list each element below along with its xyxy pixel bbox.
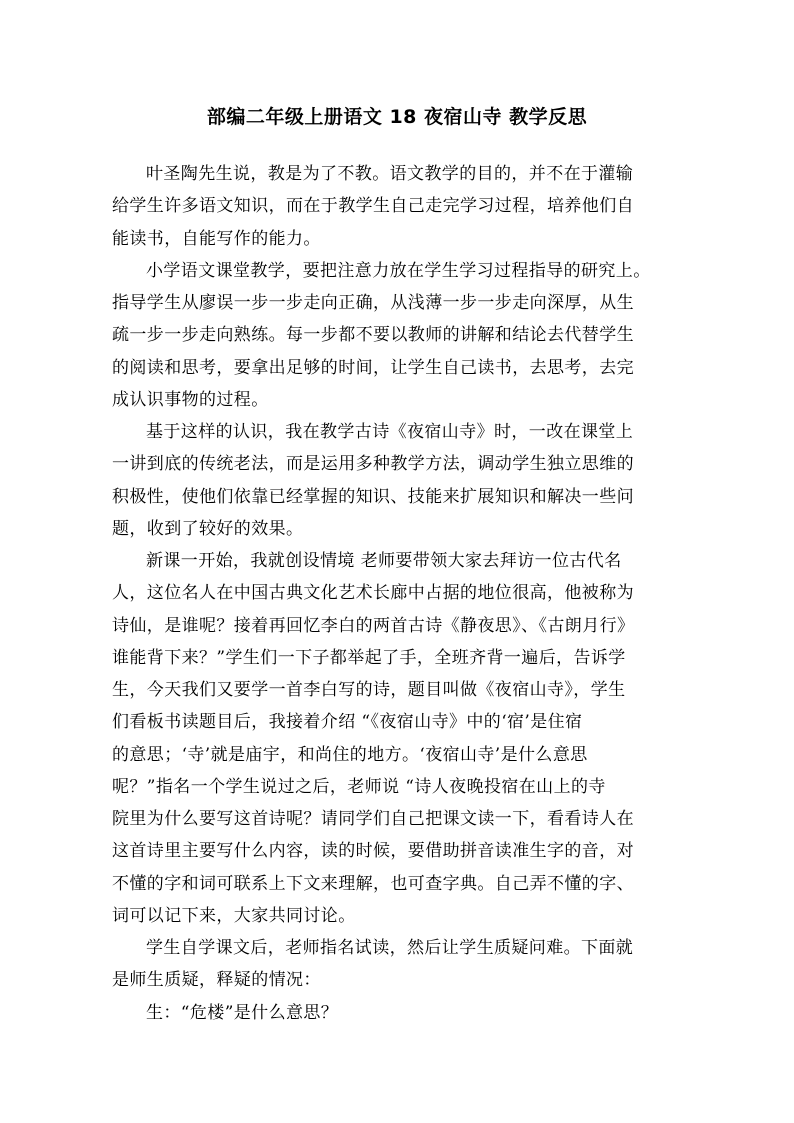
text-line: 能读书，自能写作的能力。	[112, 228, 321, 249]
text-line: 这首诗里主要写什么内容，读的时候，要借助拼音读准生字的音，对	[112, 841, 634, 862]
text-line: 呢？”指名一个学生说过之后，老师说 “诗人夜晚投宿在山上的寺	[112, 776, 606, 797]
text-line: 积极性，使他们依靠已经掌握的知识、技能来扩展知识和解决一些问	[112, 486, 634, 507]
text-line: 疏一步一步走向熟练。每一步都不要以教师的讲解和结论去代替学生	[112, 325, 634, 346]
text-line: 题，收到了较好的效果。	[112, 518, 304, 539]
text-line: 叶圣陶先生说，教是为了不教。语文教学的目的，并不在于灌输	[146, 164, 634, 184]
text-line: 给学生许多语文知识，而在于教学生自己走完学习过程，培养他们自	[112, 196, 634, 217]
text-line: 是师生质疑，释疑的情况：	[112, 970, 321, 991]
document-body	[112, 158, 688, 1029]
text-line: 小学语文课堂教学，要把注意力放在学生学习过程指导的研究上。	[146, 260, 651, 281]
text-line: 谁能背下来？”学生们一下子都举起了手，全班齐背一遍后，告诉学	[112, 647, 626, 668]
text-line: 不懂的字和词可联系上下文来理解，也可查字典。自己弄不懂的字、	[112, 873, 634, 894]
text-line: 的意思；‘寺’就是庙宇，和尚住的地方。‘夜宿山寺’是什么意思	[112, 744, 588, 765]
document-title: 部编二年级上册语文 18 夜宿山寺 教学反思	[206, 106, 588, 128]
text-line: 指导学生从廖误一步一步走向正确，从浅薄一步一步走向深厚，从生	[112, 293, 634, 313]
text-line: 人，这位名人在中国古典文化艺术长廊中占据的地位很高，他被称为	[112, 583, 634, 604]
text-line: 诗仙，是谁呢？接着再回忆李白的两首古诗《静夜思》、《古朗月行》	[112, 615, 635, 636]
text-line: 生，今天我们又要学一首李白写的诗，题目叫做《夜宿山寺》，学生	[112, 680, 626, 700]
text-line: 词可以记下来，大家共同讨论。	[112, 905, 356, 926]
text-line: 们看板书读题目后，我接着介绍 “《夜宿山寺》中的‘宿’是住宿	[112, 712, 583, 733]
text-line: 院里为什么要写这首诗呢？请同学们自己把课文读一下，看看诗人在	[112, 809, 634, 829]
text-line: 生：“危楼”是什么意思？	[146, 1002, 339, 1023]
text-line: 新课一开始，我就创设情境 老师要带领大家去拜访一位古代名	[146, 551, 622, 571]
text-line: 的阅读和思考，要拿出足够的时间，让学生自己读书，去思考，去完	[112, 357, 634, 378]
text-line: 学生自学课文后，老师指名试读，然后让学生质疑问难。下面就	[146, 938, 634, 958]
text-line: 基于这样的认识，我在教学古诗《夜宿山寺》时，一改在课堂上	[146, 422, 634, 442]
text-line: 成认识事物的过程。	[112, 389, 269, 410]
text-line: 一讲到底的传统老法，而是运用多种教学方法，调动学生独立思维的	[112, 454, 634, 475]
